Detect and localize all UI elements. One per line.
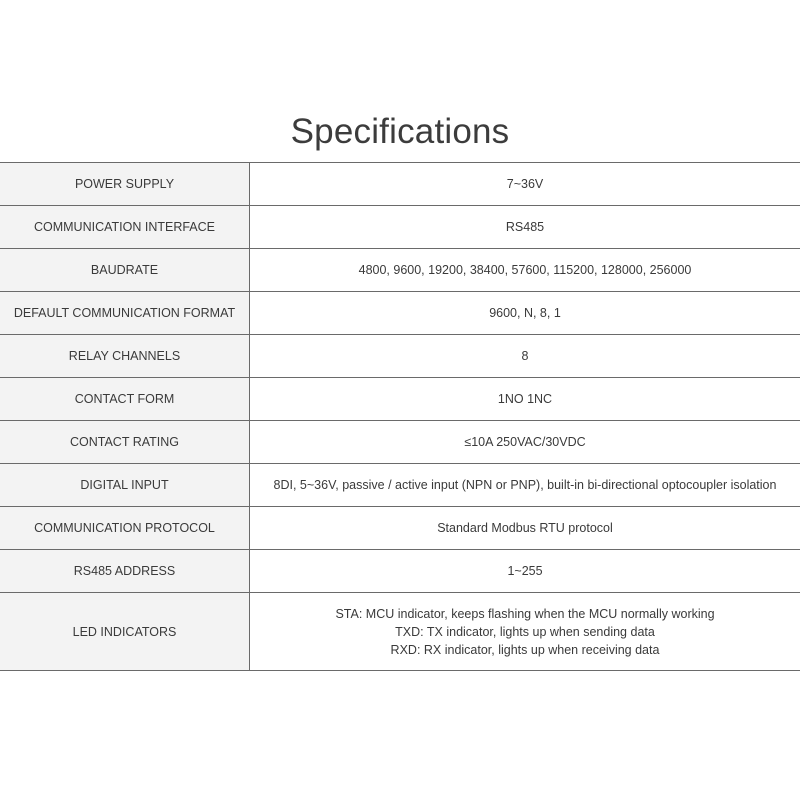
spec-value: 1NO 1NC <box>250 378 800 421</box>
spec-label: CONTACT RATING <box>0 421 250 464</box>
spec-label: CONTACT FORM <box>0 378 250 421</box>
spec-label: BAUDRATE <box>0 249 250 292</box>
table-row <box>0 550 800 593</box>
table-row <box>0 206 800 249</box>
spec-value: 4800, 9600, 19200, 38400, 57600, 115200, 128000, 256000 <box>250 249 800 292</box>
spec-label: COMMUNICATION PROTOCOL <box>0 507 250 550</box>
spec-value: 7~36V <box>250 163 800 206</box>
led-sta-line: STA: MCU indicator, keeps flashing when the MCU normally working <box>335 606 715 621</box>
spec-label: POWER SUPPLY <box>0 163 250 206</box>
table-row <box>0 378 800 421</box>
table-row <box>0 163 800 206</box>
spec-value: ≤10A 250VAC/30VDC <box>250 421 800 464</box>
spec-value: 9600, N, 8, 1 <box>250 292 800 335</box>
spec-label: COMMUNICATION INTERFACE <box>0 206 250 249</box>
table-row <box>0 593 800 671</box>
spec-value: RS485 <box>250 206 800 249</box>
spec-value: 8 <box>250 335 800 378</box>
spec-label: RS485 ADDRESS <box>0 550 250 593</box>
spec-value: 1~255 <box>250 550 800 593</box>
page-title: Specifications <box>290 112 510 151</box>
specifications-table <box>0 162 800 671</box>
led-rxd-line: RXD: RX indicator, lights up when receiving data <box>390 642 660 657</box>
table-row <box>0 464 800 507</box>
spec-value: 8DI, 5~36V, passive / active input (NPN or PNP), built-in bi-directional optocoupler isolation <box>250 464 800 507</box>
table-row <box>0 292 800 335</box>
spec-value <box>250 593 800 671</box>
spec-value: Standard Modbus RTU protocol <box>250 507 800 550</box>
spec-label: RELAY CHANNELS <box>0 335 250 378</box>
table-row <box>0 249 800 292</box>
spec-label: LED INDICATORS <box>0 593 250 671</box>
table-row <box>0 507 800 550</box>
led-txd-line: TXD: TX indicator, lights up when sending data <box>395 624 655 639</box>
spec-label: DEFAULT COMMUNICATION FORMAT <box>0 292 250 335</box>
table-row <box>0 335 800 378</box>
table-row <box>0 421 800 464</box>
spec-label: DIGITAL INPUT <box>0 464 250 507</box>
